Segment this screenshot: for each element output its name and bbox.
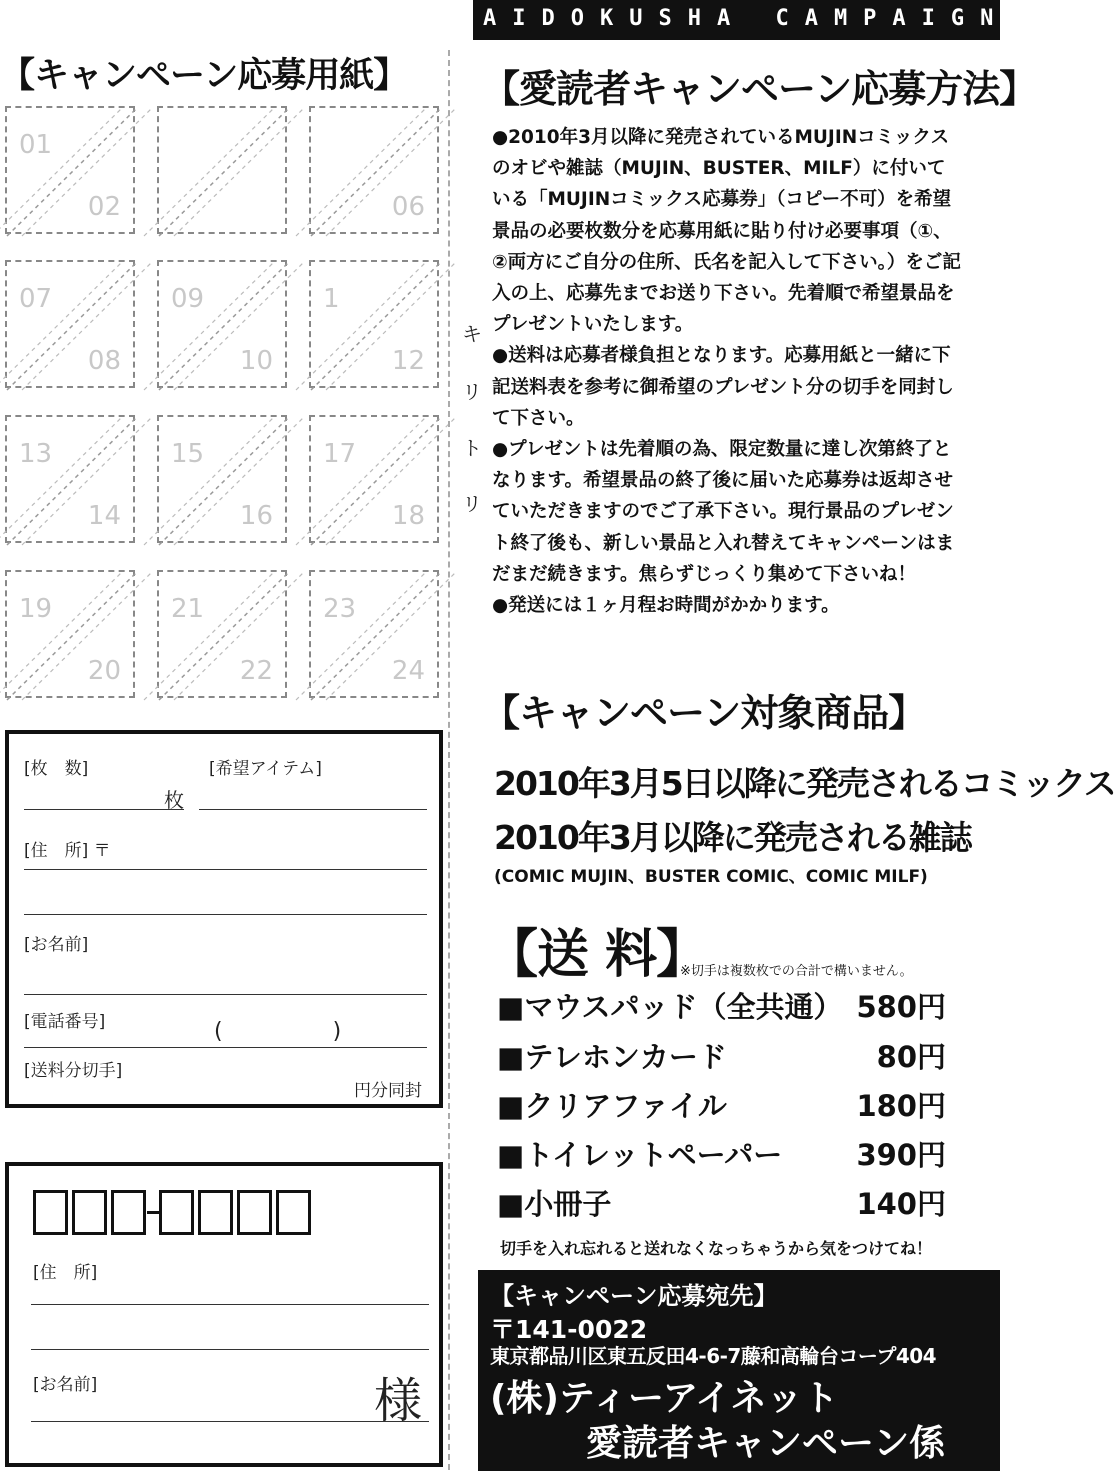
method-paragraph-3: ●プレゼントは先着順の為、限定数量に達し次第終了となります。希望景品の終了後に届いた応募券は返却させていただきますのでご了承下さい。現行景品のプレゼント終了後も、新しい景品と入れ替えてキャンペーンはまだまだ続きます。焦らずじっくり集めて下さいね！ — [492, 439, 955, 585]
target-comics: 2010年3月5日以降に発売されるコミックス — [494, 764, 1115, 803]
ticket-number-a: 01 — [19, 130, 53, 160]
ticket-number-a: 09 — [171, 284, 205, 314]
postage-label: [送料分切手] — [24, 1061, 123, 1081]
fee-warning: 切手を入れ忘れると送れなくなっちゃうから気をつけてね！ — [500, 1239, 933, 1258]
ticket-slot[interactable] — [5, 415, 135, 543]
fee-item-clear-file: ■クリアファイル — [497, 1089, 727, 1123]
ticket-number-a: 13 — [19, 439, 53, 469]
entry-form — [5, 730, 443, 1108]
zip-box-1[interactable] — [33, 1190, 68, 1235]
zip-box-5[interactable] — [198, 1190, 233, 1235]
fee-price-booklet: 140円 — [856, 1187, 946, 1221]
ticket-slot[interactable] — [309, 106, 439, 234]
address-label: [住 所] 〒 — [24, 841, 111, 861]
phone-parens: ( ) — [214, 1019, 342, 1044]
item-field[interactable] — [199, 809, 427, 810]
method-paragraph-4: ●発送には１ヶ月程お時間がかかります。 — [492, 595, 840, 617]
ticket-diagonal — [159, 108, 289, 236]
fee-price-mousepad: 580円 — [856, 990, 946, 1024]
honorific: 様 — [374, 1373, 423, 1429]
ticket-slot[interactable] — [157, 106, 287, 234]
zip-box-3[interactable] — [111, 1190, 146, 1235]
phone-label: [電話番号] — [24, 1012, 106, 1032]
ticket-number-b: 02 — [87, 192, 121, 222]
return-address-field-2[interactable] — [31, 1349, 429, 1350]
ticket-number-a: 07 — [19, 284, 53, 314]
ticket-slot[interactable] — [157, 570, 287, 698]
mailing-address-panel — [478, 1270, 1000, 1471]
return-name-field[interactable] — [31, 1421, 429, 1422]
target-magazines: 2010年3月以降に発売される雑誌 — [494, 818, 971, 857]
zip-box-4[interactable] — [159, 1190, 194, 1235]
campaign-header-text: AIDOKUSHA CAMPAIGN — [483, 6, 1010, 31]
cut-line-char-1: キ — [462, 322, 482, 346]
fee-item-mousepad: ■マウスパッド（全共通） — [497, 990, 843, 1024]
ticket-number-b: 18 — [391, 501, 425, 531]
ticket-number-b: 10 — [239, 346, 273, 376]
fee-item-toilet-paper: ■トイレットペーパー — [497, 1138, 783, 1172]
method-title: 【愛読者キャンペーン応募方法】 — [482, 67, 1037, 111]
return-address-label: [住 所] — [33, 1263, 98, 1283]
zip-box-6[interactable] — [237, 1190, 272, 1235]
return-address-form — [5, 1162, 443, 1467]
address-field-2[interactable] — [24, 914, 427, 915]
return-name-label: [お名前] — [33, 1375, 98, 1395]
ticket-slot[interactable] — [157, 260, 287, 388]
method-body — [492, 122, 962, 621]
ticket-slot[interactable] — [309, 570, 439, 698]
cut-line-char-3: ト — [462, 436, 482, 460]
name-field[interactable] — [24, 994, 427, 995]
ticket-number-b: 12 — [391, 346, 425, 376]
return-address-field-1[interactable] — [31, 1304, 429, 1305]
mailing-company: (株)ティーアイネット — [490, 1378, 839, 1419]
zip-box-2[interactable] — [72, 1190, 107, 1235]
fee-price-clear-file: 180円 — [856, 1089, 946, 1123]
ticket-number-a: 23 — [323, 594, 357, 624]
mailing-department: 愛読者キャンペーン係 — [586, 1423, 946, 1464]
zip-box-7[interactable] — [276, 1190, 311, 1235]
ticket-number-a: 19 — [19, 594, 53, 624]
count-field[interactable] — [24, 809, 184, 810]
method-paragraph-2: ●送料は応募者様負担となります。応募用紙と一緒に下記送料表を参考に御希望のプレゼント分の切手を同封して下さい。 — [492, 345, 954, 429]
ticket-number-b: 16 — [239, 501, 273, 531]
cut-line — [448, 50, 450, 1470]
target-title: 【キャンペーン対象商品】 — [482, 691, 926, 735]
entry-form-title: 【キャンペーン応募用紙】 — [0, 56, 408, 96]
postage-note: 円分同封 — [354, 1081, 422, 1101]
ticket-grid — [0, 100, 460, 710]
ticket-number-b: 14 — [87, 501, 121, 531]
ticket-number-a: 1 — [323, 284, 340, 314]
campaign-header-bar — [473, 0, 1010, 40]
count-unit: 枚 — [164, 788, 184, 812]
ticket-number-b: 08 — [87, 346, 121, 376]
ticket-number-a: 21 — [171, 594, 205, 624]
fee-price-telephone-card: 80円 — [876, 1040, 946, 1074]
count-label: [枚 数] — [24, 759, 89, 779]
ticket-slot[interactable] — [5, 106, 135, 234]
fee-note: ※切手は複数枚での合計で構いません。 — [680, 964, 913, 979]
ticket-number-a: 17 — [323, 439, 357, 469]
fee-item-telephone-card: ■テレホンカード — [497, 1040, 727, 1074]
item-label: [希望アイテム] — [209, 759, 322, 779]
mailing-address-title: 【キャンペーン応募宛先】 — [490, 1282, 778, 1310]
target-magazine-list: (COMIC MUJIN、BUSTER COMIC、COMIC MILF) — [494, 867, 928, 887]
ticket-slot[interactable] — [309, 415, 439, 543]
ticket-slot[interactable] — [5, 570, 135, 698]
ticket-number-b: 24 — [391, 656, 425, 686]
cut-line-char-2: リ — [462, 380, 482, 404]
cut-line-char-4: リ — [462, 492, 482, 516]
ticket-slot[interactable] — [309, 260, 439, 388]
fee-title: 【送 料】 — [486, 925, 708, 985]
ticket-number-b: 06 — [391, 192, 425, 222]
name-label: [お名前] — [24, 935, 89, 955]
method-paragraph-1: ●2010年3月以降に発売されているMUJINコミックスのオビや雑誌（MUJIN、BUSTER、MILF）に付いている「MUJINコミックス応募券」（コピー不可）を希望景品の必要枚数分を応募用紙に貼り付け必要事項（①、②両方にご自分の住所、氏名を記入して下さい。）をご記入の上、応募先までお送り下さい。先着順で希望景品をプレゼントいたします。 — [492, 127, 961, 336]
mailing-street: 東京都品川区東五反田4-6-7藤和高輪台コープ404 — [490, 1344, 937, 1368]
mailing-zip: 〒141-0022 — [490, 1315, 648, 1344]
fee-item-booklet: ■小冊子 — [497, 1187, 612, 1221]
fee-price-toilet-paper: 390円 — [856, 1138, 946, 1172]
ticket-slot[interactable] — [5, 260, 135, 388]
ticket-number-a: 15 — [171, 439, 205, 469]
address-field-1[interactable] — [24, 869, 427, 870]
phone-field[interactable] — [24, 1047, 427, 1048]
ticket-number-b: 20 — [87, 656, 121, 686]
zip-dash — [147, 1211, 159, 1214]
ticket-number-b: 22 — [239, 656, 273, 686]
ticket-slot[interactable] — [157, 415, 287, 543]
